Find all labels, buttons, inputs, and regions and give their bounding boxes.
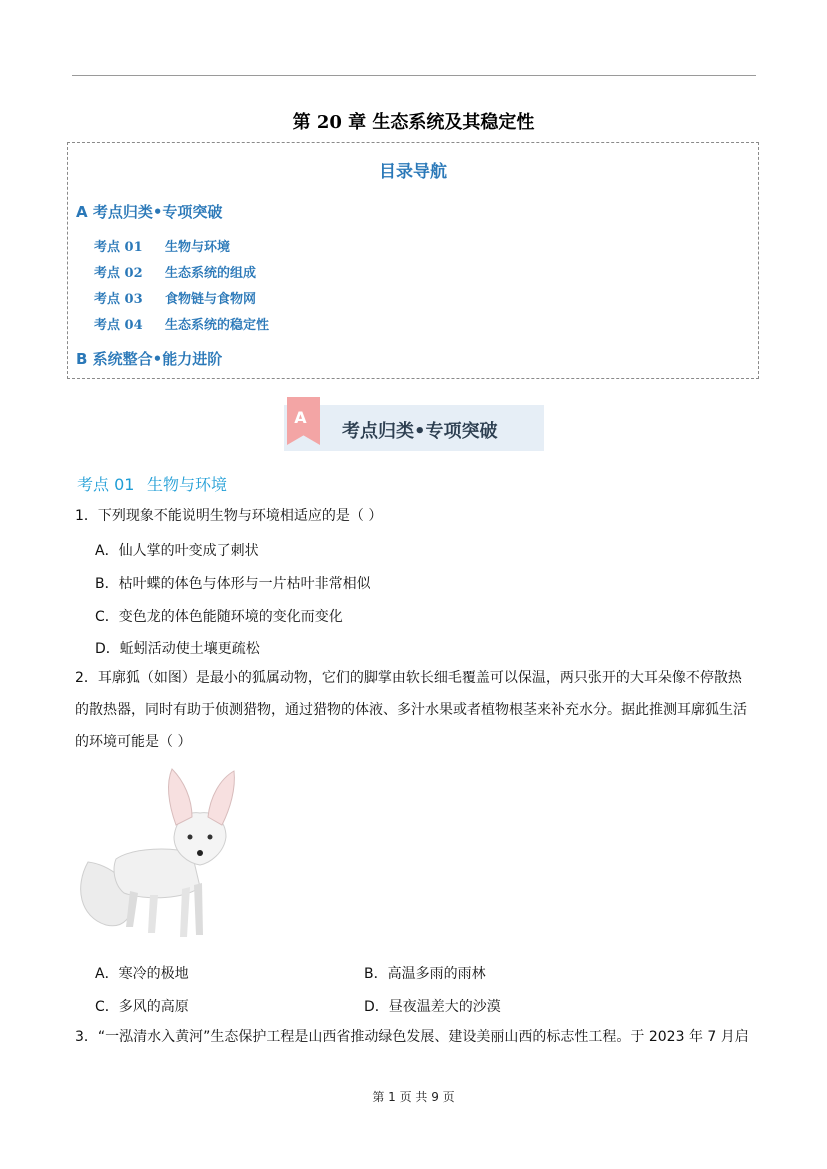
banner-text: 考点归类•专项突破 xyxy=(342,421,498,442)
section-heading xyxy=(77,472,227,495)
toc-item-label: 生物与环境 xyxy=(165,240,231,255)
toc-item[interactable] xyxy=(94,288,256,307)
banner-letter: A xyxy=(294,408,307,427)
toc-item-num: 考点 01 xyxy=(94,240,143,255)
section-num: 考点 01 xyxy=(77,475,135,494)
toc-item[interactable] xyxy=(94,314,269,333)
toc-item[interactable] xyxy=(94,236,230,255)
toc-item-label: 食物链与食物网 xyxy=(165,292,257,307)
toc-section-a[interactable]: A 考点归类•专项突破 xyxy=(76,203,223,221)
toc-item-label: 生态系统的稳定性 xyxy=(165,318,270,333)
question-2-option-a: A．寒冷的极地 xyxy=(95,966,189,982)
question-2-option-d: D．昼夜温差大的沙漠 xyxy=(364,999,501,1015)
toc-section-b[interactable]: B 系统整合•能力进阶 xyxy=(76,350,223,368)
header-rule xyxy=(72,75,756,76)
question-1-option-d: D．蚯蚓活动使土壤更疏松 xyxy=(95,641,260,657)
question-2-option-c: C．多风的高原 xyxy=(95,999,189,1015)
question-3-stem: 3．“一泓清水入黄河”生态保护工程是山西省推动绿色发展、建设美丽山西的标志性工程。于 2023 年 7 月启 xyxy=(75,1029,749,1045)
question-2-stem: 2．耳廓狐（如图）是最小的狐属动物，它们的脚掌由软长细毛覆盖可以保温，两只张开的大耳朵像不停散热的散热器，同时有助于侦测猎物，通过猎物的体液、多汁水果或者植物根茎来补充水分。据此推测耳廓狐生活的环境可能是（ ） xyxy=(75,670,747,750)
toc-item-num: 考点 03 xyxy=(94,292,143,307)
page-footer: 第 1 页 共 9 页 xyxy=(372,1090,455,1104)
question-2-option-b: B．高温多雨的雨林 xyxy=(364,966,486,982)
toc-title: 目录导航 xyxy=(379,162,447,182)
chapter-title: 第 20 章 生态系统及其稳定性 xyxy=(292,112,535,133)
section-banner xyxy=(284,405,544,451)
toc-item-label: 生态系统的组成 xyxy=(165,266,257,281)
toc-item[interactable] xyxy=(94,262,256,281)
question-1-option-b: B．枯叶蝶的体色与体形与一片枯叶非常相似 xyxy=(95,576,371,592)
section-label: 生物与环境 xyxy=(147,475,228,494)
fennec-fox-image xyxy=(76,767,239,942)
toc-box xyxy=(67,142,759,379)
question-1-option-a: A．仙人掌的叶变成了刺状 xyxy=(95,543,259,559)
toc-item-num: 考点 02 xyxy=(94,266,143,281)
question-1-option-c: C．变色龙的体色能随环境的变化而变化 xyxy=(95,609,343,625)
question-1-stem: 1．下列现象不能说明生物与环境相适应的是（ ） xyxy=(75,508,383,524)
toc-item-num: 考点 04 xyxy=(94,318,143,333)
